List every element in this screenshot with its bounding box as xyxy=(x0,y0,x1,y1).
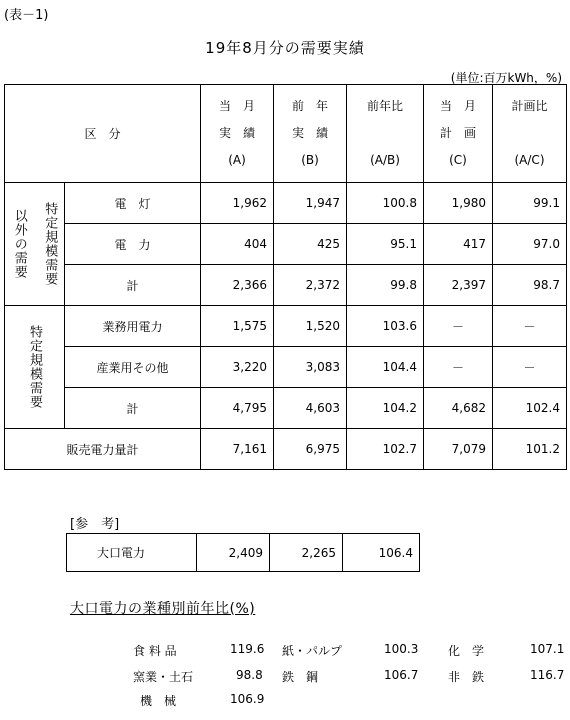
header-col-ac: 計画比 (A/C) xyxy=(493,85,567,183)
table-row: 特定規模需要 業務用電力 1,575 1,520 103.6 － － xyxy=(5,306,567,347)
industry-name: 窯業・土石 xyxy=(133,670,194,684)
table-row: 大口電力 2,409 2,265 106.4 xyxy=(67,534,420,572)
industry-value: 98.8 xyxy=(236,668,263,682)
header-category: 区 分 xyxy=(5,85,201,183)
group-label-specific: 特定規模需要 xyxy=(5,306,65,429)
industry-name: 鉄 鋼 xyxy=(282,670,319,684)
table-row: 産業用その他 3,220 3,083 104.4 － － xyxy=(5,347,567,388)
industry-value: 107.1 xyxy=(530,642,565,656)
page-title: 19年8月分の需要実績 xyxy=(205,39,365,57)
row-label: 電 力 xyxy=(65,224,201,265)
industry-value: 119.6 xyxy=(230,642,265,656)
industry-value: 116.7 xyxy=(530,668,565,682)
industry-name: 化 学 xyxy=(448,644,485,658)
row-label: 業務用電力 xyxy=(65,306,201,347)
group-label-non-specific: 以外の需要 特定規模需要 xyxy=(5,183,65,306)
header-col-c: 当 月 計 画 (C) xyxy=(424,85,493,183)
table-caption: (表－1) xyxy=(4,8,49,23)
industry-name: 非 鉄 xyxy=(448,670,485,684)
header-col-a: 当 月 実 績 (A) xyxy=(201,85,274,183)
reference-table xyxy=(66,533,420,572)
header-col-ab: 前年比 (A/B) xyxy=(347,85,424,183)
row-label: 産業用その他 xyxy=(65,347,201,388)
industry-value: 100.3 xyxy=(384,642,419,656)
industry-name: 食 料 品 xyxy=(133,644,177,658)
header-row xyxy=(5,85,567,183)
row-label: 電 灯 xyxy=(65,183,201,224)
table-row: 計 4,795 4,603 104.2 4,682 102.4 xyxy=(5,388,567,429)
demand-table xyxy=(4,84,567,470)
table-row: 以外の需要 特定規模需要 電 灯 1,962 1,947 100.8 1,980 99.1 xyxy=(5,183,567,224)
table-row: 計 2,366 2,372 99.8 2,397 98.7 xyxy=(5,265,567,306)
industry-title: 大口電力の業種別前年比(%) xyxy=(70,601,256,617)
table-row: 電 力 404 425 95.1 417 97.0 xyxy=(5,224,567,265)
row-label: 計 xyxy=(65,388,201,429)
unit-note: (単位:百万kWh，%) xyxy=(450,71,562,85)
industry-name: 機 械 xyxy=(140,694,177,708)
industry-name: 紙・パルプ xyxy=(282,644,343,658)
row-label: 計 xyxy=(65,265,201,306)
row-label: 販売電力量計 xyxy=(5,429,201,470)
table-row-total: 販売電力量計 7,161 6,975 102.7 7,079 101.2 xyxy=(5,429,567,470)
industry-value: 106.7 xyxy=(384,668,419,682)
reference-label: [参 考] xyxy=(70,517,120,532)
row-label: 大口電力 xyxy=(67,534,197,572)
header-col-b: 前 年 実 績 (B) xyxy=(274,85,347,183)
industry-value: 106.9 xyxy=(230,692,265,706)
